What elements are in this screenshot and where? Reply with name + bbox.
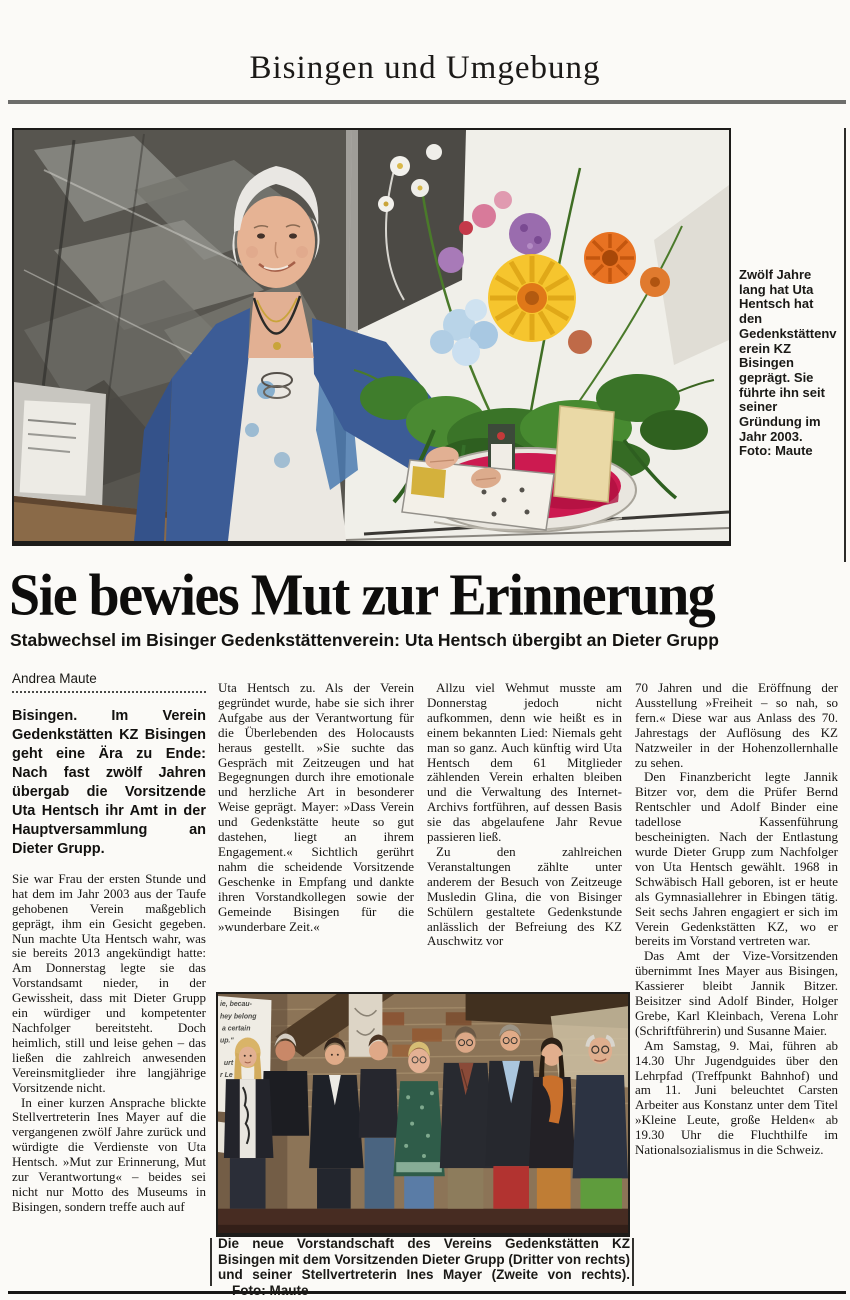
svg-text:ie, becau-: ie, becau-	[219, 1001, 252, 1009]
article-column-4	[635, 681, 838, 1289]
yellow-gerbera	[488, 254, 576, 342]
caption-rule-right	[632, 1238, 634, 1286]
dried-flower	[568, 330, 592, 354]
paragraph: Uta Hentsch zu. Als der Verein gegründet wurde, habe sie sich ihrer Aufgabe aus der Verantwortung für die Überlebenden des Holocausts heraus gestellt. »Sie suchte das Gespräch mit Zeitzeugen und hat Begegnungen durch ihre emotionale und herzliche Art in besonderer Weise geprägt. Mayer: »Dass Verein und Gedenkstätte heute so gut dastehen, liegt an ihrem Engagement.« Sichtlich gerührt nahm die scheidende Vorsitzende Geschenke in Empfang und dankte ihren Vorstandkollegen sowie der Gemeinde Bisingen für die »wunderbare Zeit.«	[218, 681, 414, 934]
group-photo-caption-text: Die neue Vorstandschaft des Vereins Gedenkstätten KZ Bisingen mit dem Vorsitzenden Dieter Grupp (Dritter von rechts) und seiner Stellvertreterin Ines Mayer (Zweite von rechts).	[218, 1236, 630, 1283]
right-column-rule	[844, 128, 846, 562]
paragraph: Sie war Frau der ersten Stunde und hat dem im Jahr 2003 aus der Taufe gehobenen Verein maßgeblich geprägt, ihm ein Gesicht gegeben. Nun machte Uta Hentsch wahr, was sie bereits 2013 angekündigt hatte: Am Donnerstag legte sie das Vorstandsamt nieder, in der Gewissheit, dass mit Dieter Grupp ein würdiger und kompetenter Nachfolger bereitsteht. Doch heimlich, still und leise gehen – das ließen die zahlreich anwesenden Vereinsmitglieder ihre langjährige Vorsitzende nicht.	[12, 870, 206, 1095]
paragraph: Allzu viel Wehmut musste am Donnerstag jedoch nicht aufkommen, denn wie heißt es in einem bekannten Lied: Niemals geht man so ganz. Auch künftig wird Uta Hentsch dem 61 Mitglieder zählenden Verein erhalten bleiben und die Verwaltung des Internet-Archivs fortführen, auf dessen Basis sie das abgelaufene Jahr Revue passieren ließ.	[427, 681, 622, 845]
paragraph: 70 Jahren und die Eröffnung der Ausstellung »Freiheit – so nah, so fern.« Diese war aus Anlass des 70. Jahrestags der Auflösung des KZ Natzweiler in der Hohenzollernhalle zu sehen.	[635, 681, 838, 770]
floor-dark	[218, 1225, 628, 1233]
svg-text:up.": up."	[219, 1037, 234, 1045]
top-photo-credit: Foto: Maute	[739, 443, 813, 459]
caption-rule-left	[210, 1238, 212, 1286]
top-photo	[12, 128, 731, 546]
top-photo-caption	[739, 268, 837, 459]
paragraph: Das Amt der Vize-Vorsitzenden übernimmt Ines Mayer aus Bisingen, Kassierer bleibt Jannik Bitzer. Beisitzer sind Adolf Binder, Holger Grebe, Karl Kleinbach, Verena Lohr (Schriftführerin) und Susanne Maier.	[635, 948, 838, 1038]
bottom-rule	[8, 1291, 846, 1294]
group-photo-illustration	[218, 994, 628, 1233]
paragraph: Zu den zahlreichen Veranstaltungen zählte unter anderem der Besuch von Zeitzeuge Musledin Glina, die von Bisinger Schülern gestaltete Gedenkstunde anlässlich der Befreiung des KZ Auschwitz vor	[427, 843, 622, 949]
section-header: Bisingen und Umgebung	[249, 50, 601, 86]
allium-flower-small	[438, 247, 464, 273]
top-photo-caption-text: Zwölf Jahre lang hat Uta Hentsch hat den Gedenkstättenverein KZ Bisingen geprägt. Sie führte ihn seit seiner Gründung im Jahr 2003.	[739, 267, 837, 444]
top-photo-illustration	[14, 130, 729, 541]
group-photo-caption	[218, 1236, 630, 1298]
display-placard	[14, 382, 106, 510]
svg-text:urt: urt	[223, 1059, 234, 1067]
svg-text:a certain: a certain	[221, 1025, 251, 1033]
svg-text:r Le: r Le	[219, 1071, 233, 1080]
paragraph: Den Finanzbericht legte Jannik Bitzer vor, dem die Prüfer Bernd Rentschler und Adolf Binder eine tadellose Kassenführung bescheinigten. Nach der Entlastung wurde Dieter Grupp zum Nachfolger von Uta Hentsch gewählt. 1968 in Schwäbisch Hall geboren, ist er heute als Gymnasiallehrer in Ebingen tätig. Seit sechs Jahren engagiert er sich im Verein Gedenkstätten KZ, wo er bereits im Vorstand vertreten war.	[635, 769, 838, 949]
article-column-2	[218, 681, 414, 987]
byline-rule	[12, 687, 206, 693]
masthead-rule	[8, 100, 846, 104]
paragraph: Am Samstag, 9. Mai, führen ab 14.30 Uhr Jugendguides über den Lehrpfad (Treffpunkt Bahnhof) und am 11. Juni beleuchtet Carsten Arbeiter aus Konstanz unter dem Titel »Kleine Leute, große Helden« ab 19.30 Uhr die Fluchthilfe im Nationalsozialismus in die Schweiz.	[635, 1037, 838, 1158]
group-photo	[216, 992, 630, 1237]
lead-paragraph: Bisingen. Im Verein Gedenkstätten KZ Bisingen geht eine Ära zu Ende: Nach fast zwölf Jahren übergab die Vorsitzende Uta Hentsch ihr Amt in der Hauptversammlung an Dieter Grupp.	[12, 707, 206, 857]
paragraph: In einer kurzen Ansprache blickte Stellvertreterin Ines Mayer auf die vergangenen zwölf Jahre zurück und würdigte die Verdienste von Uta Hentsch. »Mut zur Erinnerung, Mut zur Verantwortung« – beides sei nicht nur Motto des Museums in Bisingen, sondern treffe auch auf	[12, 1094, 206, 1214]
article-column-3	[427, 681, 622, 987]
subheadline: Stabwechsel im Bisinger Gedenkstättenverein: Uta Hentsch übergibt an Dieter Grupp	[10, 630, 719, 650]
svg-text:hey belong: hey belong	[219, 1013, 257, 1021]
headline: Sie bewies Mut zur Erinnerung	[9, 563, 715, 629]
article-column-1	[12, 672, 206, 1292]
byline: Andrea Maute	[12, 672, 97, 686]
